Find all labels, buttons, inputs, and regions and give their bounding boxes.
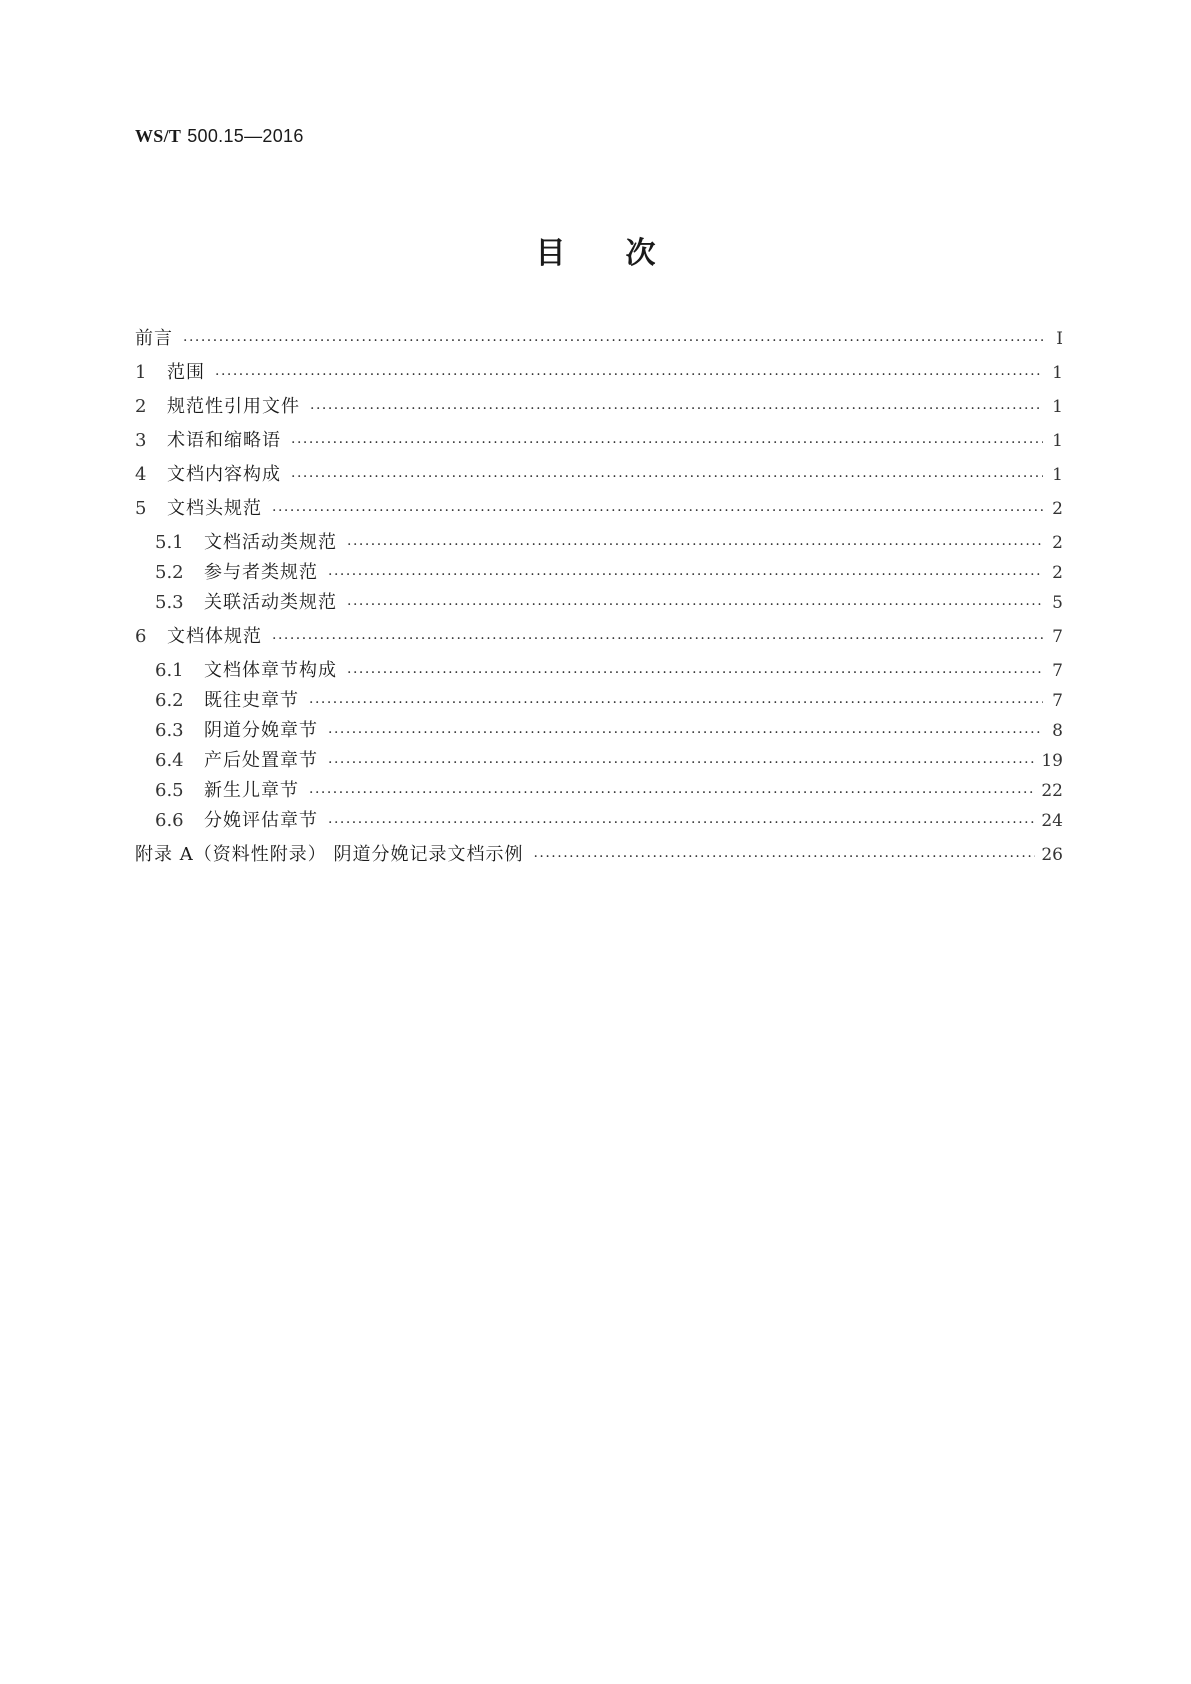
toc-entry-number: 6.4 [155, 750, 184, 771]
toc-entry-page: 1 [1052, 363, 1063, 383]
toc-entry-page: 26 [1041, 845, 1063, 865]
toc-entry-number: 6.1 [155, 660, 184, 681]
toc-entry-page: 2 [1052, 563, 1063, 583]
toc-entry-title: 术语和缩略语 [167, 430, 281, 451]
toc-entry-scope[interactable] [135, 360, 1063, 386]
toc-entry-title: 附录 A（资料性附录） 阴道分娩记录文档示例 [135, 844, 524, 865]
toc-entry-title: 阴道分娩章节 [204, 720, 318, 741]
document-code-prefix: WS/T [135, 126, 182, 146]
toc-leader-dots [347, 534, 1043, 556]
toc-entry-5-1[interactable] [155, 530, 1063, 556]
toc-leader-dots [309, 782, 1035, 804]
toc-entry-page: 7 [1052, 627, 1063, 647]
toc-entry-6-5[interactable] [155, 778, 1063, 804]
toc-entry-title: 前言 [135, 328, 173, 349]
toc-entry-number: 6 [135, 626, 147, 647]
toc-entry-page: 22 [1041, 781, 1063, 801]
toc-entry-content-structure[interactable] [135, 462, 1063, 488]
toc-entry-number: 5.3 [155, 592, 184, 613]
toc-entry-number: 6.2 [155, 690, 184, 711]
document-code-number: 500.15—2016 [187, 126, 304, 146]
toc-entry-number: 4 [135, 464, 147, 485]
toc-leader-dots [328, 752, 1035, 774]
toc-entry-6-2[interactable] [155, 688, 1063, 714]
toc-entry-6-1[interactable] [155, 658, 1063, 684]
document-code [135, 126, 304, 147]
toc-entry-title: 参与者类规范 [204, 562, 318, 583]
toc-leader-dots [309, 692, 1043, 714]
toc-entry-title: 文档体规范 [167, 626, 262, 647]
toc-entry-title: 新生儿章节 [204, 780, 299, 801]
toc-leader-dots [183, 330, 1043, 352]
toc-entry-page: 19 [1041, 751, 1063, 771]
toc-entry-page: 1 [1052, 397, 1063, 417]
toc-entry-number: 5 [135, 498, 147, 519]
toc-entry-page: 7 [1052, 691, 1063, 711]
toc-leader-dots [215, 364, 1043, 386]
toc-entry-number: 6.3 [155, 720, 184, 741]
toc-entry-page: 8 [1052, 721, 1063, 741]
toc-entry-page: 2 [1052, 499, 1063, 519]
toc-entry-header-spec[interactable] [135, 496, 1063, 522]
toc-entry-number: 3 [135, 430, 147, 451]
toc-entry-foreword[interactable] [135, 326, 1063, 352]
toc-entry-number: 6.6 [155, 810, 184, 831]
toc-entry-5-2[interactable] [155, 560, 1063, 586]
toc-entry-title: 范围 [167, 362, 205, 383]
toc-entry-number: 5.1 [155, 532, 184, 553]
toc-leader-dots [328, 812, 1035, 834]
toc-leader-dots [291, 466, 1043, 488]
toc-title: 目次 [535, 236, 716, 271]
toc-leader-dots [328, 564, 1043, 586]
toc-leader-dots [533, 846, 1035, 868]
toc-entry-annex-a[interactable] [135, 842, 1063, 868]
toc-entry-page: 1 [1052, 431, 1063, 451]
toc-entry-body-spec[interactable] [135, 624, 1063, 650]
toc-entry-title: 文档活动类规范 [204, 532, 337, 553]
toc-entry-title: 既往史章节 [204, 690, 299, 711]
toc-entry-number: 1 [135, 362, 147, 383]
toc-entry-title: 文档内容构成 [167, 464, 281, 485]
toc-entry-number: 5.2 [155, 562, 184, 583]
toc-entry-page: 7 [1052, 661, 1063, 681]
toc-entry-page: 2 [1052, 533, 1063, 553]
toc-leader-dots [310, 398, 1043, 420]
toc-leader-dots [272, 500, 1043, 522]
toc-entry-6-6[interactable] [155, 808, 1063, 834]
toc-leader-dots [291, 432, 1043, 454]
toc-leader-dots [328, 722, 1043, 744]
toc-leader-dots [347, 662, 1043, 684]
toc-entry-title: 文档头规范 [167, 498, 262, 519]
toc-entry-terms[interactable] [135, 428, 1063, 454]
toc-entry-page: 24 [1041, 811, 1063, 831]
toc-entry-number: 2 [135, 396, 147, 417]
toc-entry-6-4[interactable] [155, 748, 1063, 774]
toc-entry-title: 产后处置章节 [204, 750, 318, 771]
toc-entry-title: 关联活动类规范 [204, 592, 337, 613]
toc-entry-title: 分娩评估章节 [204, 810, 318, 831]
toc-entry-number: 6.5 [155, 780, 184, 801]
toc-entry-page: 5 [1052, 593, 1063, 613]
toc-entry-normative-references[interactable] [135, 394, 1063, 420]
toc-leader-dots [347, 594, 1043, 616]
toc-entry-5-3[interactable] [155, 590, 1063, 616]
toc-entry-page: 1 [1052, 465, 1063, 485]
toc-leader-dots [272, 628, 1043, 650]
toc-entry-page: Ⅰ [1056, 329, 1063, 349]
toc-entry-title: 规范性引用文件 [167, 396, 300, 417]
toc-entry-6-3[interactable] [155, 718, 1063, 744]
toc-entry-title: 文档体章节构成 [204, 660, 337, 681]
